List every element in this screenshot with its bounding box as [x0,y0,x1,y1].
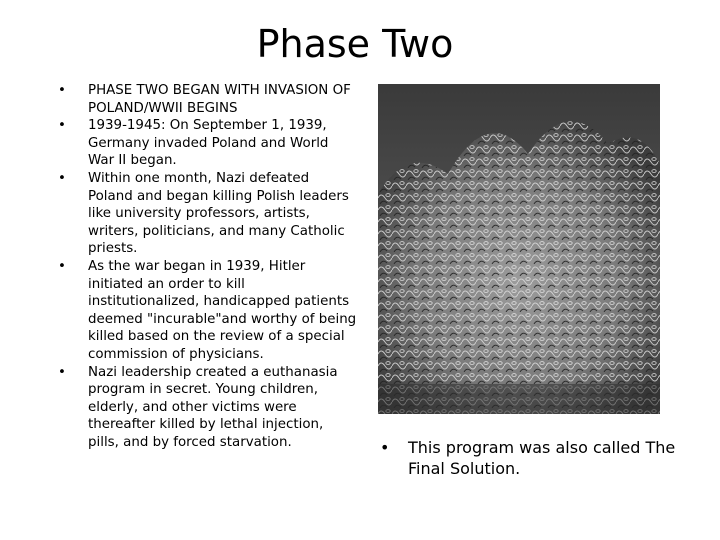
bullet-icon: • [58,83,66,98]
historical-photo [378,84,660,414]
bullet-icon: • [58,118,66,134]
bullet-icon: • [58,170,66,186]
list-item [58,258,358,364]
bullet-icon: • [380,438,390,457]
bullet-icon: • [58,364,66,380]
left-bullet-list [58,82,358,451]
bullet-text: Nazi leadership created a euthanasia program in secret. Young children, elderly, and other victims were thereafter killed by lethal injection, pills, and by forced starvation. [88,364,338,450]
bullet-text: 1939-1945: On September 1, 1939, Germany invaded Poland and World War II began. [88,118,329,169]
bullet-text: PHASE TWO BEGAN WITH INVASION OF POLAND/WWII BEGINS [88,83,351,116]
list-item [380,437,680,479]
list-item [58,82,358,117]
list-item [58,170,358,258]
slide-title: Phase Two [256,22,454,66]
list-item [58,364,358,452]
bullet-icon: • [58,258,66,274]
bullet-text: Within one month, Nazi defeated Poland and began killing Polish leaders like university professors, artists, writers, politicians, and many Catholic priests. [88,170,349,257]
list-item [58,117,358,170]
bullet-text: This program was also called The Final Solution. [408,438,676,478]
right-bullet-list [380,437,680,479]
bullet-text: As the war began in 1939, Hitler initiated an order to kill institutionalized, handicapped patients deemed "incurable"and worthy of being killed based on the review of a special commission of physicians. [88,258,357,362]
